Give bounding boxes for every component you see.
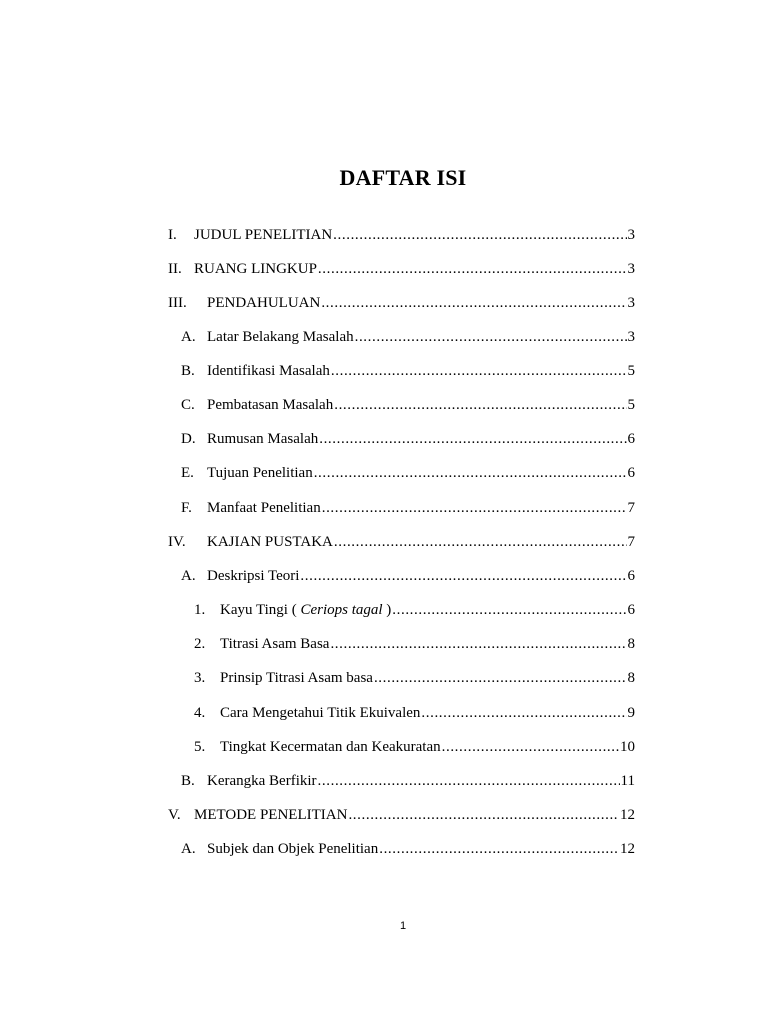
toc-dot-leader [330, 633, 626, 655]
toc-entry-number: III. [168, 295, 187, 311]
toc-entry-number: A. [181, 329, 196, 345]
toc-entry[interactable] [181, 770, 635, 792]
toc-entry-page: 12 [620, 807, 635, 823]
toc-entry[interactable] [181, 565, 635, 587]
toc-dot-leader [321, 292, 626, 314]
toc-entry[interactable] [181, 462, 635, 484]
toc-entry-label-pre: Kayu Tingi ( [220, 602, 301, 618]
toc-entry-label: Subjek dan Objek Penelitian [207, 841, 379, 857]
toc-entry-label: Kerangka Berfikir [207, 773, 317, 789]
toc-dot-leader [318, 258, 627, 280]
toc-dot-leader [300, 565, 626, 587]
toc-entry[interactable] [194, 736, 635, 758]
toc-dot-leader [334, 394, 626, 416]
toc-entry-label-post: ) [382, 602, 392, 618]
toc-entry-page: 6 [627, 602, 635, 618]
toc-entry-page: 5 [627, 363, 635, 379]
toc-dot-leader [319, 428, 626, 450]
toc-entry-page: 10 [620, 739, 635, 755]
toc-entry-number: II. [168, 261, 182, 277]
toc-entry-page: 6 [627, 465, 635, 481]
toc-entry-label: Tujuan Penelitian [207, 465, 313, 481]
toc-entry-label: Prinsip Titrasi Asam basa [220, 670, 373, 686]
toc-entry-label: Deskripsi Teori [207, 568, 300, 584]
toc-entry-page: 11 [620, 773, 635, 789]
toc-entry[interactable] [181, 838, 635, 860]
toc-entry[interactable] [181, 360, 635, 382]
toc-dot-leader [392, 599, 626, 621]
toc-entry-label: Titrasi Asam Basa [220, 636, 330, 652]
toc-entry-number: B. [181, 773, 195, 789]
toc-dot-leader [334, 531, 627, 553]
toc-dot-leader [318, 770, 620, 792]
toc-dot-leader [374, 667, 627, 689]
toc-dot-leader [379, 838, 619, 860]
toc-entry-number: 5. [194, 739, 206, 755]
toc-dot-leader [314, 462, 627, 484]
toc-entry[interactable] [181, 428, 635, 450]
toc-dot-leader [322, 497, 627, 519]
toc-entry-page: 7 [627, 534, 635, 550]
toc-entry-label: METODE PENELITIAN [194, 807, 348, 823]
toc-entry[interactable] [168, 258, 635, 280]
toc-entry-page: 3 [627, 227, 635, 243]
toc-entry-page: 7 [627, 500, 635, 516]
toc-entry[interactable] [168, 531, 635, 553]
toc-entry[interactable] [181, 326, 635, 348]
toc-dot-leader [333, 224, 626, 246]
toc-dot-leader [348, 804, 619, 826]
toc-entry-number: C. [181, 397, 195, 413]
toc-entry-label: JUDUL PENELITIAN [194, 227, 333, 243]
toc-entry[interactable] [194, 667, 635, 689]
toc-entry-number: 1. [194, 602, 206, 618]
toc-dot-leader [421, 702, 626, 724]
page-number: 1 [399, 920, 407, 932]
toc-entry-number: 2. [194, 636, 206, 652]
toc-entry-page: 8 [627, 636, 635, 652]
toc-entry-number: I. [168, 227, 177, 243]
toc-entry-label: Identifikasi Masalah [207, 363, 330, 379]
toc-entry-number: B. [181, 363, 195, 379]
toc-entry[interactable] [194, 599, 635, 621]
toc-entry-label: PENDAHULUAN [207, 295, 321, 311]
toc-entry-label-italic: Ceriops tagal [300, 602, 383, 618]
toc-dot-leader [442, 736, 619, 758]
toc-entry[interactable] [168, 224, 635, 246]
toc-dot-leader [331, 360, 627, 382]
toc-entry-label: RUANG LINGKUP [194, 261, 317, 277]
toc-entry-page: 3 [627, 329, 635, 345]
toc-entry-page: 6 [627, 568, 635, 584]
toc-entry-number: V. [168, 807, 181, 823]
toc-entry-number: E. [181, 465, 194, 481]
toc-entry-number: A. [181, 568, 196, 584]
toc-entry-number: A. [181, 841, 196, 857]
toc-entry-page: 9 [627, 705, 635, 721]
toc-entry-label [220, 599, 391, 621]
toc-entry-number: 4. [194, 705, 206, 721]
toc-entry-number: IV. [168, 534, 186, 550]
toc-entry-label: KAJIAN PUSTAKA [207, 534, 333, 550]
toc-entry-label: Tingkat Kecermatan dan Keakuratan [220, 739, 441, 755]
toc-entry-label: Manfaat Penelitian [207, 500, 321, 516]
toc-entry[interactable] [194, 702, 635, 724]
toc-entry-page: 6 [627, 431, 635, 447]
toc-entry-page: 5 [627, 397, 635, 413]
toc-entry[interactable] [181, 497, 635, 519]
toc-entry-page: 3 [627, 295, 635, 311]
toc-entry-label: Cara Mengetahui Titik Ekuivalen [220, 705, 421, 721]
toc-entry-page: 3 [627, 261, 635, 277]
toc-entry-number: D. [181, 431, 196, 447]
toc-entry-label: Latar Belakang Masalah [207, 329, 354, 345]
toc-entry[interactable] [168, 292, 635, 314]
toc-dot-leader [355, 326, 627, 348]
toc-entry[interactable] [181, 394, 635, 416]
toc-entry-number: 3. [194, 670, 206, 686]
toc-entry-page: 12 [620, 841, 635, 857]
page-title: DAFTAR ISI [339, 165, 467, 190]
toc-entry-label: Pembatasan Masalah [207, 397, 334, 413]
toc-entry-label: Rumusan Masalah [207, 431, 319, 447]
toc-entry-page: 8 [627, 670, 635, 686]
toc-entry[interactable] [194, 633, 635, 655]
toc-entry-number: F. [181, 500, 192, 516]
toc-entry[interactable] [168, 804, 635, 826]
